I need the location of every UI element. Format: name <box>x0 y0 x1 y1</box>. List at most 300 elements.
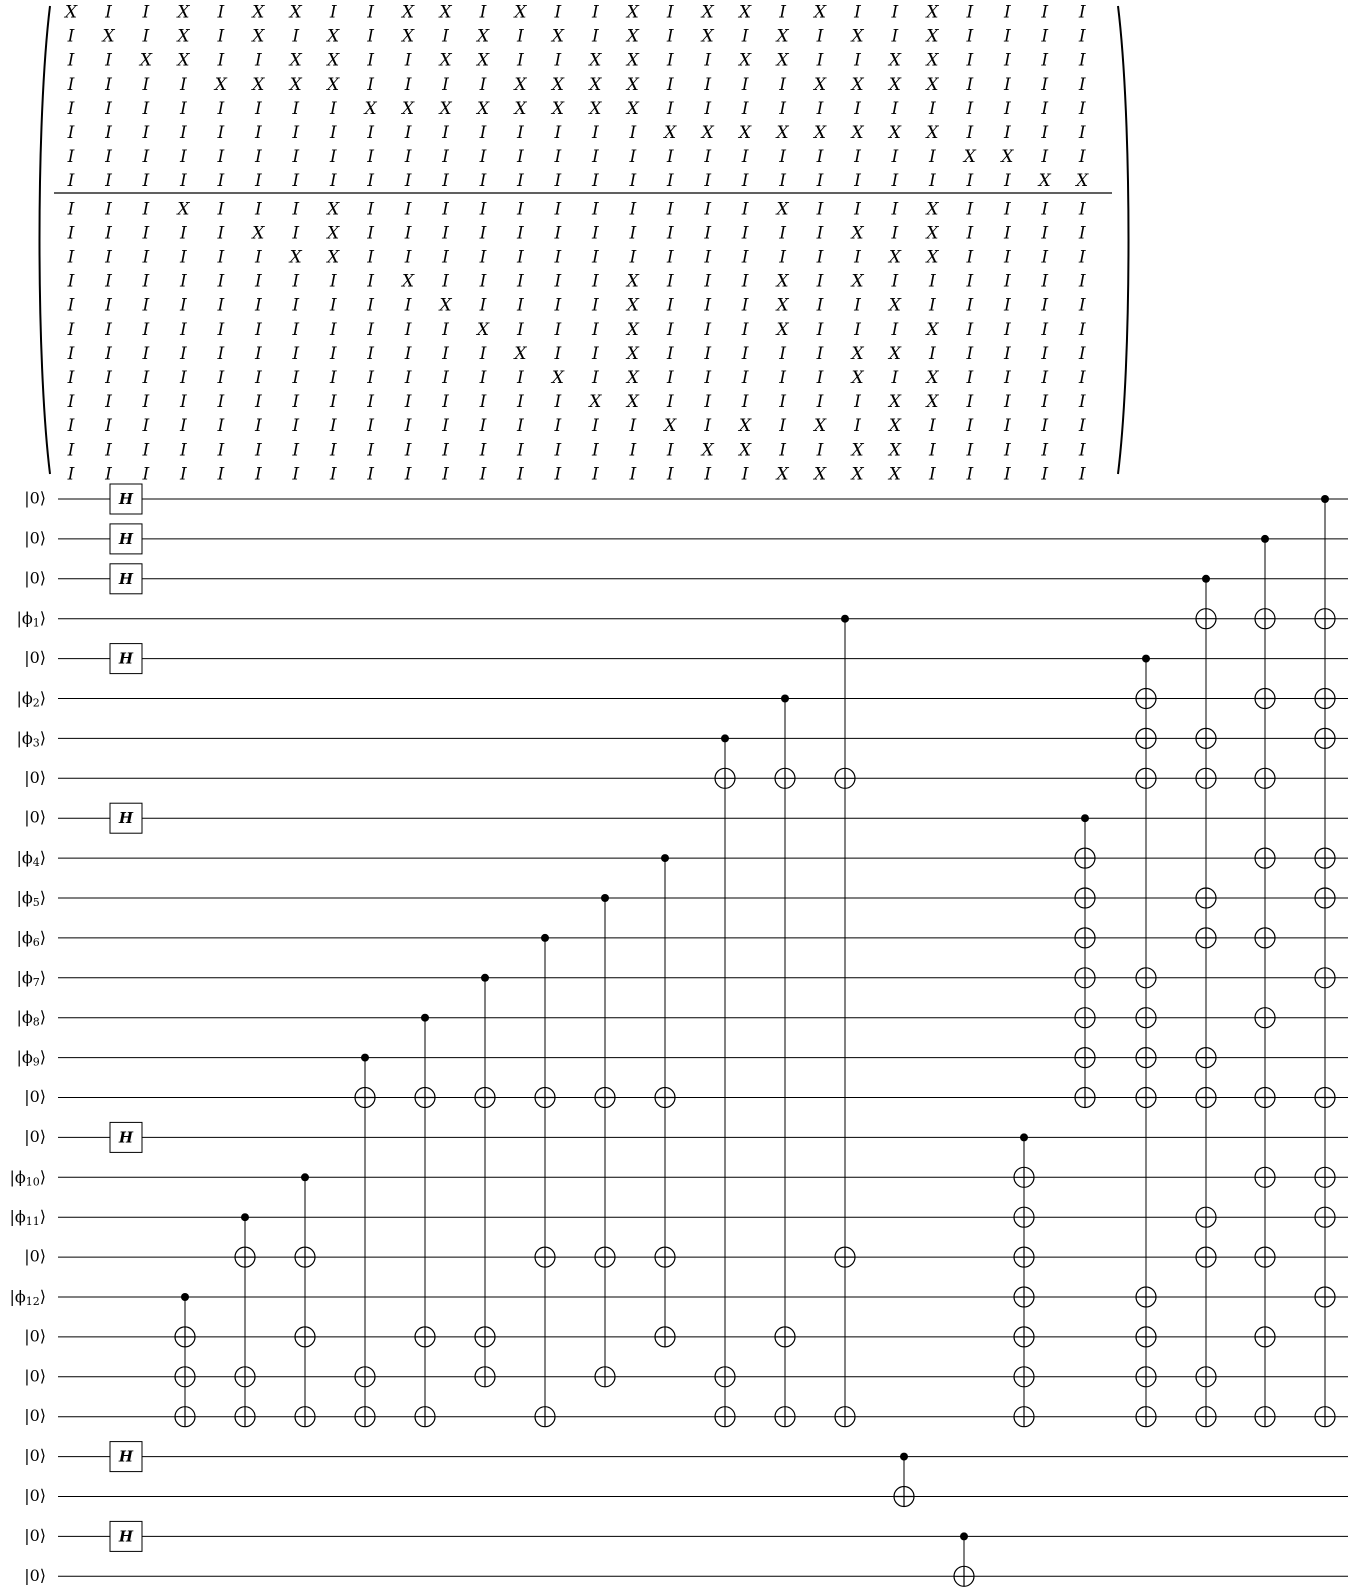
matrix-cell: X <box>289 2 302 23</box>
matrix-cell: I <box>404 295 412 316</box>
matrix-cell: I <box>442 147 449 168</box>
target-oplus <box>415 1327 435 1347</box>
matrix-cell: I <box>591 199 599 220</box>
matrix-cell: I <box>554 199 562 220</box>
target-oplus <box>1136 1287 1156 1307</box>
matrix-cell: I <box>105 343 112 364</box>
matrix-cell: I <box>741 74 749 95</box>
matrix-cell: I <box>591 2 599 23</box>
target-oplus <box>1136 1048 1156 1068</box>
matrix-cell: I <box>1078 2 1086 23</box>
matrix-cell: I <box>666 440 674 461</box>
target-oplus <box>1014 1407 1034 1427</box>
matrix-cell: I <box>442 416 449 437</box>
target-oplus <box>655 1327 675 1347</box>
matrix-cell: I <box>479 123 487 143</box>
matrix-cell: I <box>105 171 112 192</box>
matrix-cell: I <box>254 50 262 71</box>
matrix-cell: I <box>479 247 487 268</box>
matrix-cell: I <box>67 50 75 71</box>
matrix-cell: I <box>554 223 562 244</box>
qubit-state-label: $|\phi_6⟩$ <box>16 927 46 949</box>
matrix-cell: I <box>1003 295 1011 316</box>
matrix-cell: X <box>851 271 864 292</box>
matrix-cell: I <box>741 464 749 480</box>
matrix-cell: I <box>929 147 936 168</box>
target-oplus <box>835 1247 855 1267</box>
matrix-cell: X <box>739 416 752 437</box>
matrix-cell: X <box>402 26 415 47</box>
hadamard-gate <box>110 564 142 594</box>
target-oplus <box>1014 1207 1034 1227</box>
matrix-cell: I <box>666 271 674 292</box>
matrix-cell: X <box>813 123 827 143</box>
matrix-cell: I <box>966 392 974 413</box>
matrix-cell: X <box>926 123 939 143</box>
matrix-cell: X <box>776 464 789 480</box>
matrix-cell: I <box>816 440 824 461</box>
matrix-cell: I <box>479 74 487 95</box>
matrix-cell: I <box>891 147 899 168</box>
matrix-cell: I <box>292 171 300 192</box>
matrix-cell: I <box>105 440 112 461</box>
qubit-state-label: $|\phi_4⟩$ <box>16 847 46 870</box>
qubit-state-label: $|\phi_{10}⟩$ <box>9 1166 46 1189</box>
target-oplus <box>1315 1088 1335 1108</box>
qubit-state-label: $|\phi_{12}⟩$ <box>9 1286 46 1308</box>
matrix-cell: X <box>514 98 527 119</box>
qubit-state-label: $|\phi_1⟩$ <box>16 608 46 630</box>
matrix-cell: I <box>666 199 674 220</box>
matrix-cell: I <box>891 319 899 340</box>
target-oplus <box>175 1367 195 1387</box>
matrix-cell: I <box>966 247 974 268</box>
control-dot <box>1020 1133 1028 1141</box>
matrix-cell: I <box>142 98 150 119</box>
matrix-cell: I <box>1078 368 1086 388</box>
matrix-cell: I <box>105 123 112 143</box>
target-oplus <box>835 768 855 788</box>
matrix-cell: I <box>666 98 674 119</box>
matrix-cell: I <box>292 98 300 119</box>
control-dot <box>661 854 669 862</box>
target-oplus <box>894 1487 914 1507</box>
matrix-cell: X <box>439 98 452 119</box>
matrix-cell: I <box>816 26 824 47</box>
matrix-cell: X <box>701 26 714 47</box>
matrix-cell: I <box>1078 123 1086 143</box>
matrix-cell: I <box>442 368 449 388</box>
matrix-cell: X <box>476 50 490 71</box>
control-dot <box>900 1453 908 1461</box>
matrix-cell: I <box>67 98 75 119</box>
target-oplus <box>775 768 795 788</box>
matrix-cell: X <box>252 26 265 47</box>
matrix-cell: I <box>966 98 974 119</box>
matrix-cell: X <box>926 319 939 340</box>
matrix-cell: X <box>214 74 227 95</box>
target-oplus <box>655 1247 675 1267</box>
qubit-state-label: $|\phi_7⟩$ <box>16 967 46 989</box>
matrix-cell: X <box>476 319 490 340</box>
hadamard-gate <box>110 803 142 833</box>
matrix-cell: X <box>402 271 415 292</box>
matrix-cell: I <box>105 271 112 292</box>
matrix-cell: I <box>217 98 225 119</box>
target-oplus <box>1315 1407 1335 1427</box>
matrix-cell: I <box>367 171 374 192</box>
matrix-cell: I <box>329 147 337 168</box>
matrix-cell: X <box>926 392 939 413</box>
matrix-cell: I <box>591 123 599 143</box>
matrix-cell: I <box>704 50 712 71</box>
matrix-cell: I <box>329 295 337 316</box>
matrix-cell: I <box>591 147 599 168</box>
cnot-gate <box>655 854 675 1347</box>
matrix-cell: I <box>1078 343 1086 364</box>
target-oplus <box>1315 848 1335 868</box>
matrix-cell: I <box>966 74 974 95</box>
matrix-cell: I <box>404 247 412 268</box>
matrix-cell: X <box>813 464 827 480</box>
qubit-state-label: |0⟩ <box>24 1246 46 1266</box>
target-oplus <box>595 1088 615 1108</box>
qubit-state-label: |0⟩ <box>24 767 46 787</box>
matrix-cell: X <box>926 50 939 71</box>
target-oplus <box>475 1327 495 1347</box>
matrix-cell: I <box>254 319 262 340</box>
matrix-cell: I <box>554 171 562 192</box>
matrix-cell: I <box>741 98 749 119</box>
matrix-cell: I <box>479 147 487 168</box>
cnot-gate <box>1075 814 1095 1107</box>
matrix-cell: I <box>1003 247 1011 268</box>
matrix-cell: I <box>517 271 524 292</box>
matrix-cell: X <box>1038 171 1051 192</box>
matrix-cell: I <box>1041 123 1049 143</box>
cnot-gate <box>954 1532 974 1586</box>
matrix-cell: I <box>704 392 712 413</box>
matrix-cell: I <box>67 199 75 220</box>
matrix-cell: I <box>854 319 861 340</box>
target-oplus <box>1014 1327 1034 1347</box>
matrix-cell: I <box>367 319 374 340</box>
matrix-cell: I <box>254 147 262 168</box>
svg-text:H: H <box>118 809 134 828</box>
matrix-cell: I <box>816 50 824 71</box>
matrix-cell: I <box>292 26 300 47</box>
cnot-gate <box>595 894 615 1387</box>
matrix-cell: I <box>554 416 562 437</box>
target-oplus <box>1315 728 1335 748</box>
matrix-cell: I <box>67 343 75 364</box>
matrix-cell: I <box>180 271 187 292</box>
target-oplus <box>355 1407 375 1427</box>
matrix-cell: I <box>891 26 899 47</box>
matrix-cell: I <box>554 147 562 168</box>
matrix-cell: I <box>629 464 637 480</box>
matrix-cell: I <box>254 123 262 143</box>
matrix-cell: I <box>105 50 112 71</box>
target-oplus <box>1315 1207 1335 1227</box>
matrix-cell: I <box>217 147 225 168</box>
matrix-cell: X <box>664 123 677 143</box>
target-oplus <box>1136 768 1156 788</box>
matrix-cell: X <box>252 223 265 244</box>
matrix-cell: I <box>1041 98 1049 119</box>
matrix-cell: I <box>854 295 861 316</box>
matrix-cell: I <box>367 74 374 95</box>
target-oplus <box>1315 968 1335 988</box>
matrix-cell: I <box>704 98 712 119</box>
target-oplus <box>1315 609 1335 629</box>
target-oplus <box>1075 1048 1095 1068</box>
matrix-cell: I <box>142 319 150 340</box>
matrix-cell: I <box>966 416 974 437</box>
matrix-cell: X <box>364 98 377 119</box>
control-dot <box>481 974 489 982</box>
cnot-gate <box>1315 495 1335 1427</box>
target-oplus <box>235 1407 255 1427</box>
matrix-cell: X <box>289 50 302 71</box>
matrix-cell: I <box>367 343 374 364</box>
matrix-cell: I <box>292 464 300 480</box>
matrix-cell: I <box>629 247 637 268</box>
matrix-cell: I <box>741 295 749 316</box>
matrix-cell: I <box>105 2 112 23</box>
matrix-cell: I <box>67 123 75 143</box>
target-oplus <box>715 1407 735 1427</box>
matrix-cell: I <box>779 440 786 461</box>
svg-text:H: H <box>118 1527 134 1546</box>
target-oplus <box>415 1088 435 1108</box>
target-oplus <box>1255 848 1275 868</box>
matrix-cell: X <box>626 319 639 340</box>
matrix-cell: I <box>741 392 749 413</box>
matrix-cell: I <box>854 50 861 71</box>
matrix-cell: I <box>591 171 599 192</box>
target-oplus <box>954 1566 974 1586</box>
target-oplus <box>1255 928 1275 948</box>
matrix-cell: I <box>442 74 449 95</box>
matrix-cell: I <box>105 368 112 388</box>
matrix-cell: I <box>629 223 637 244</box>
matrix-cell: X <box>476 26 490 47</box>
qubit-state-label: |0⟩ <box>24 1366 46 1386</box>
matrix-cell: I <box>142 295 150 316</box>
qubit-state-label: $|\phi_2⟩$ <box>16 688 46 710</box>
matrix-cell: X <box>776 50 789 71</box>
matrix-cell: I <box>105 464 112 480</box>
matrix-cell: I <box>292 319 300 340</box>
target-oplus <box>1255 609 1275 629</box>
matrix-cell: X <box>64 2 78 23</box>
matrix-cell: X <box>439 295 452 316</box>
matrix-cell: I <box>180 416 187 437</box>
target-oplus <box>1315 1287 1335 1307</box>
matrix-cell: I <box>367 416 374 437</box>
matrix-cell: I <box>217 223 225 244</box>
matrix-cell: I <box>966 123 974 143</box>
matrix-cell: I <box>217 50 225 71</box>
matrix-cell: I <box>554 50 562 71</box>
matrix-cell: I <box>816 271 824 292</box>
cnot-gate <box>894 1453 914 1507</box>
matrix-cell: I <box>891 171 899 192</box>
matrix-cell: X <box>813 74 827 95</box>
cnot-gate <box>415 1014 435 1427</box>
qubit-state-label: |0⟩ <box>24 1126 46 1146</box>
qubit-state-label: |0⟩ <box>24 1486 46 1505</box>
matrix-cell: X <box>851 368 864 388</box>
target-oplus <box>175 1407 195 1427</box>
matrix-cell: I <box>180 368 187 388</box>
matrix-cell: X <box>589 74 602 95</box>
matrix-cell: I <box>367 392 374 413</box>
matrix-cell: I <box>67 147 75 168</box>
matrix-cell: I <box>142 123 150 143</box>
matrix-cell: I <box>1078 440 1086 461</box>
matrix-cell: I <box>254 416 262 437</box>
matrix-cell: I <box>517 247 524 268</box>
matrix-cell: X <box>252 2 265 23</box>
matrix-cell: X <box>551 98 564 119</box>
matrix-cell: I <box>105 98 112 119</box>
svg-text:H: H <box>118 649 134 668</box>
matrix-cell: I <box>891 98 899 119</box>
matrix-cell: I <box>404 440 412 461</box>
matrix-cell: X <box>888 50 901 71</box>
matrix-cell: I <box>517 416 524 437</box>
control-dot <box>181 1293 189 1301</box>
matrix-cell: I <box>479 368 487 388</box>
control-dot <box>241 1213 249 1221</box>
matrix-cell: I <box>479 440 487 461</box>
matrix-cell: I <box>517 50 524 71</box>
target-oplus <box>295 1247 315 1267</box>
matrix-cell: I <box>180 223 187 244</box>
matrix-cell: X <box>177 2 190 23</box>
matrix-cell: X <box>589 98 602 119</box>
matrix-cell: I <box>404 147 412 168</box>
qubit-state-label: |0⟩ <box>24 1525 46 1545</box>
target-oplus <box>1255 689 1275 709</box>
matrix-cell: X <box>851 464 864 480</box>
matrix-cell: I <box>517 440 524 461</box>
matrix-cell: I <box>816 171 824 192</box>
matrix-cell: X <box>664 416 677 437</box>
matrix-cell: I <box>142 416 150 437</box>
matrix-cell: I <box>966 171 974 192</box>
matrix-cell: I <box>1003 343 1011 364</box>
matrix-cell: I <box>1078 295 1086 316</box>
matrix-cell: I <box>67 271 75 292</box>
matrix-cell: I <box>741 147 749 168</box>
matrix-cell: I <box>254 343 262 364</box>
matrix-cell: I <box>854 247 861 268</box>
matrix-cell: X <box>888 343 901 364</box>
matrix-cell: I <box>517 223 524 244</box>
target-oplus <box>175 1327 195 1347</box>
matrix-cell: I <box>929 271 936 292</box>
matrix-cell: I <box>966 2 974 23</box>
matrix-cell: X <box>514 343 527 364</box>
matrix-cell: I <box>517 319 524 340</box>
matrix-cell: I <box>517 199 524 220</box>
target-oplus <box>1136 1367 1156 1387</box>
matrix-cell: I <box>629 440 637 461</box>
matrix-cell: I <box>479 223 487 244</box>
target-oplus <box>1014 1367 1034 1387</box>
matrix-cell: I <box>966 368 974 388</box>
matrix-cell: I <box>1078 223 1086 244</box>
matrix-cell: I <box>1003 416 1011 437</box>
matrix-cell: I <box>741 223 749 244</box>
matrix-cell: X <box>476 98 490 119</box>
matrix-cell: I <box>666 26 674 47</box>
matrix-cell: I <box>666 343 674 364</box>
matrix-cell: I <box>666 295 674 316</box>
matrix-cell: I <box>1041 223 1049 244</box>
matrix-cell: I <box>292 271 300 292</box>
matrix-cell: I <box>666 171 674 192</box>
matrix-cell: X <box>926 247 939 268</box>
cnot-gate <box>475 974 495 1387</box>
matrix-cell: X <box>776 26 789 47</box>
matrix-cell: X <box>139 50 152 71</box>
target-oplus <box>715 1367 735 1387</box>
matrix-cell: I <box>816 98 824 119</box>
matrix-cell: I <box>816 147 824 168</box>
matrix-cell: I <box>105 223 112 244</box>
matrix-cell: X <box>926 26 939 47</box>
matrix-cell: I <box>180 247 187 268</box>
matrix-cell: I <box>629 171 637 192</box>
target-oplus <box>1136 728 1156 748</box>
matrix-cell: X <box>626 74 639 95</box>
matrix-cell: I <box>479 271 487 292</box>
matrix-cell: I <box>367 271 374 292</box>
matrix-cell: I <box>67 74 75 95</box>
matrix-cell: X <box>177 199 190 220</box>
matrix-cell: X <box>327 74 340 95</box>
matrix-cell: I <box>779 343 786 364</box>
matrix-cell: I <box>891 199 899 220</box>
matrix-cell: I <box>180 440 187 461</box>
control-dot <box>1142 655 1150 663</box>
matrix-cell: I <box>966 50 974 71</box>
matrix-cell: I <box>517 368 524 388</box>
target-oplus <box>775 1407 795 1427</box>
matrix-cell: I <box>1078 98 1086 119</box>
matrix-cell: I <box>741 271 749 292</box>
matrix-cell: I <box>479 295 487 316</box>
matrix-cell: I <box>1078 199 1086 220</box>
target-oplus <box>1255 1327 1275 1347</box>
matrix-cell: I <box>404 416 412 437</box>
matrix-cell: I <box>591 343 599 364</box>
target-oplus <box>1255 768 1275 788</box>
matrix-cell: I <box>666 2 674 23</box>
matrix-cell: I <box>666 147 674 168</box>
matrix-cell: I <box>217 416 225 437</box>
target-oplus <box>1196 609 1216 629</box>
matrix-cell: I <box>816 223 824 244</box>
matrix-cell: I <box>1078 147 1086 168</box>
cnot-gate <box>295 1173 315 1426</box>
cnot-gate <box>835 615 855 1427</box>
matrix-cell: I <box>442 319 449 340</box>
